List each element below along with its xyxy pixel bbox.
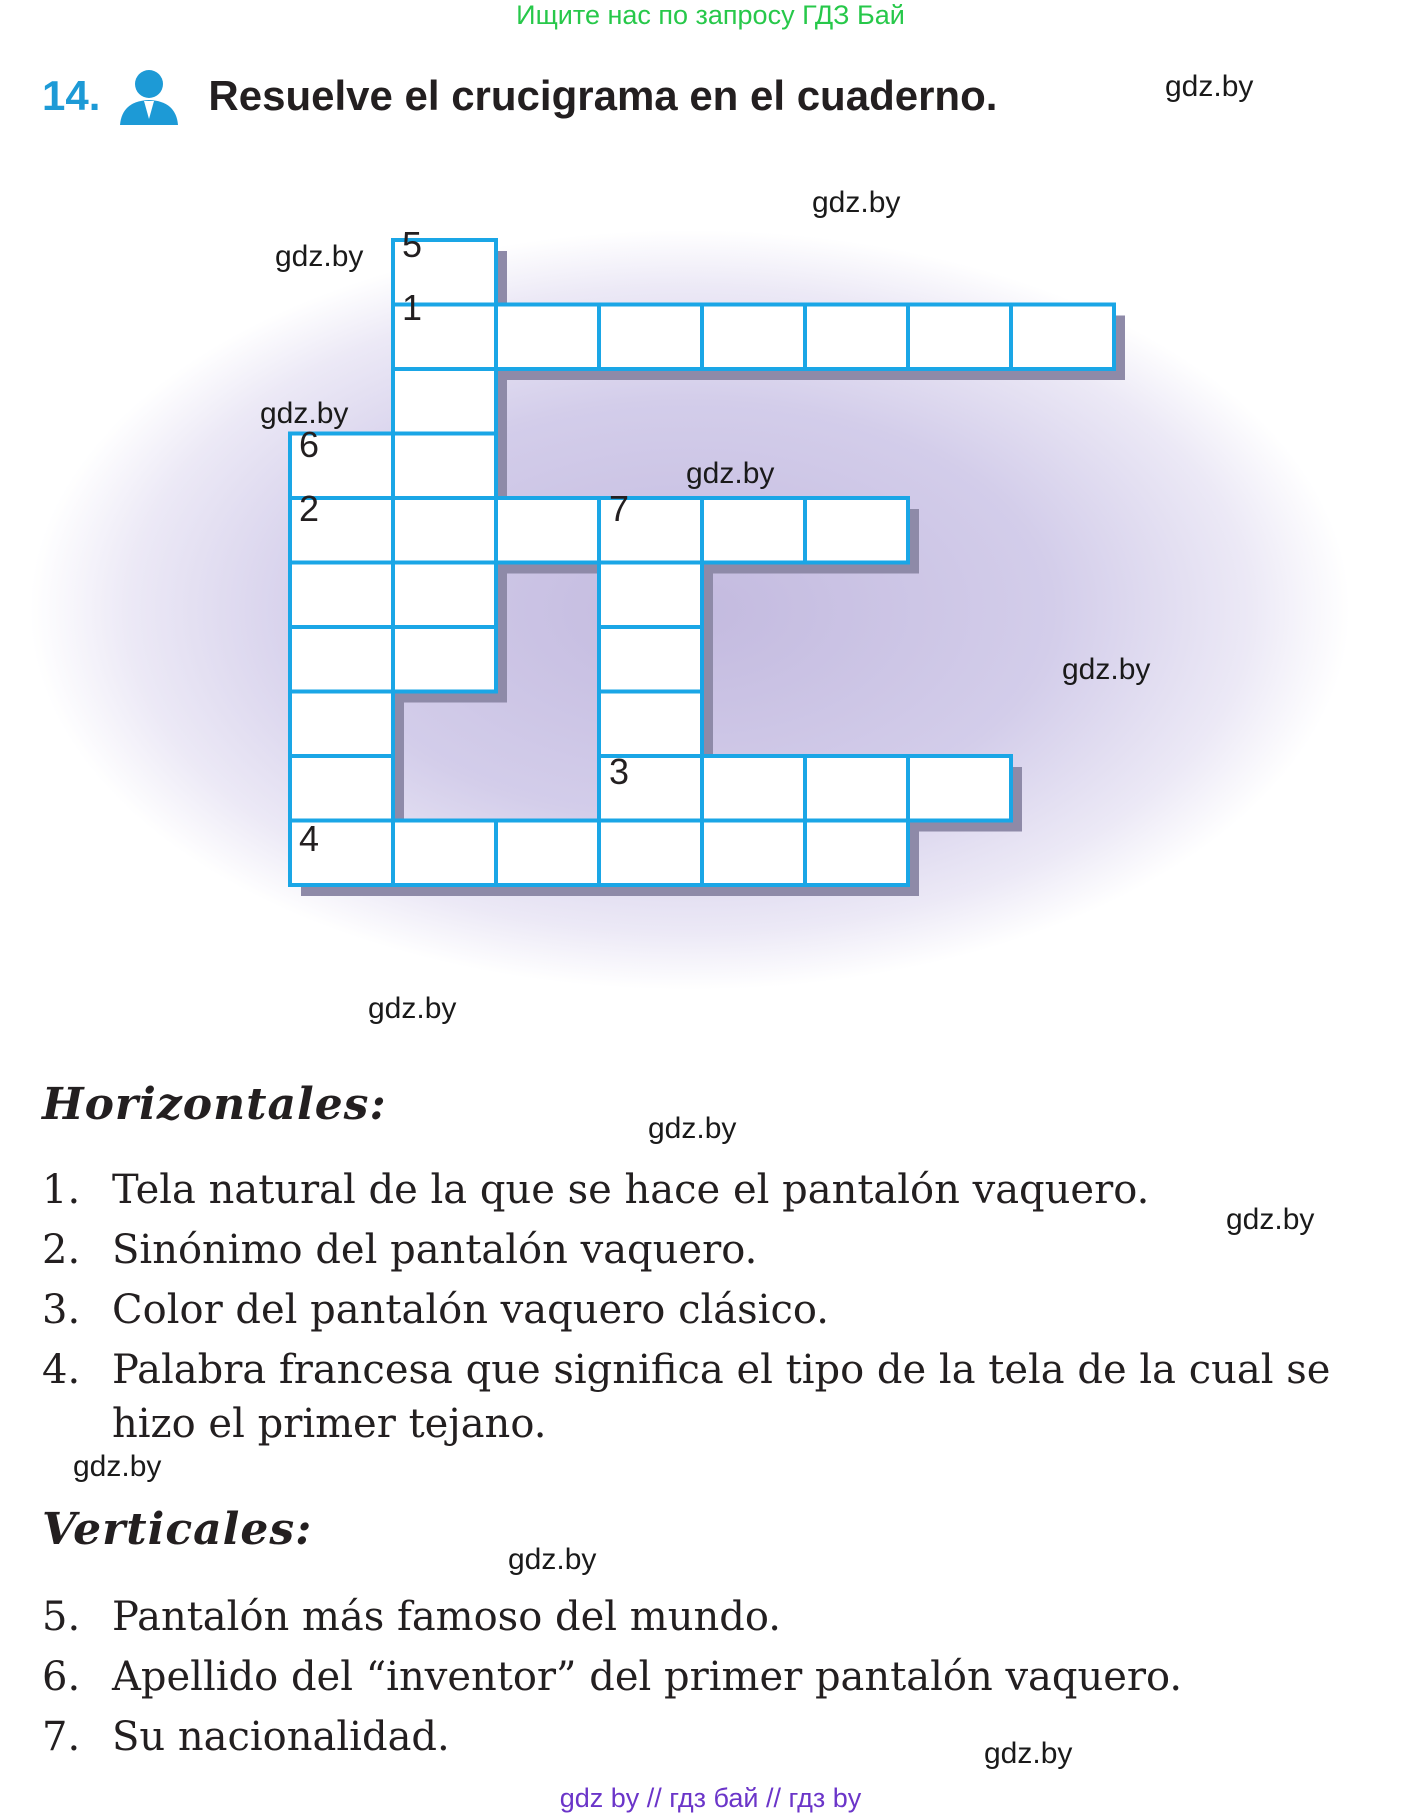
crossword-cell — [702, 821, 805, 886]
clue-horizontal-2 — [42, 1223, 1392, 1277]
exercise-header — [42, 56, 997, 136]
exercise-number: 14. — [42, 72, 101, 119]
crossword-cell — [393, 369, 496, 434]
clue-number: 3. — [42, 1287, 81, 1333]
crossword-cell — [496, 821, 599, 886]
crossword-cell — [908, 305, 1011, 370]
crossword-cell — [805, 821, 908, 886]
clue-vertical-6 — [42, 1650, 1392, 1704]
crossword-cell — [599, 821, 702, 886]
clue-vertical-5 — [42, 1590, 1392, 1644]
clue-horizontal-3 — [42, 1283, 1392, 1337]
crossword-cell — [908, 756, 1011, 821]
exercise-title: Resuelve el crucigrama en el cuaderno. — [208, 72, 998, 119]
cell-number-2: 2 — [299, 488, 320, 529]
crossword-cell — [805, 498, 908, 563]
crossword-cell — [496, 305, 599, 370]
crossword-cell — [290, 756, 393, 821]
person-icon — [118, 67, 180, 125]
crossword-cell — [290, 627, 393, 692]
clue-text: Su nacionalidad. — [112, 1714, 450, 1760]
crossword-cell — [496, 498, 599, 563]
clue-number: 4. — [42, 1347, 81, 1393]
cell-number-6: 6 — [299, 424, 320, 465]
clue-number: 5. — [42, 1594, 81, 1640]
clue-text: Palabra francesa que significa el tipo de la tela de la cual se hizo el primer tejano. — [112, 1347, 1331, 1447]
crossword-cell — [599, 692, 702, 757]
clue-number: 7. — [42, 1714, 81, 1760]
watermark: gdz.by — [984, 1737, 1073, 1770]
crossword-cell — [702, 756, 805, 821]
watermark: gdz.by — [368, 992, 457, 1025]
crossword-cell — [393, 434, 496, 499]
crossword-cell — [393, 498, 496, 563]
top-banner: Ищите нас по запросу ГДЗ Бай — [516, 0, 905, 30]
crossword-cell — [1011, 305, 1114, 370]
clue-text: Apellido del “inventor” del primer pantalón vaquero. — [112, 1654, 1183, 1700]
crossword-cell — [393, 821, 496, 886]
crossword-cell — [290, 692, 393, 757]
cell-number-7: 7 — [609, 488, 630, 529]
clue-text: Sinónimo del pantalón vaquero. — [112, 1227, 758, 1273]
watermark: gdz.by — [260, 397, 349, 430]
crossword-cell — [805, 305, 908, 370]
cell-number-5: 5 — [402, 224, 423, 265]
crossword-puzzle — [30, 170, 1380, 1010]
crossword-cell — [290, 563, 393, 628]
verticales-title: Verticales: — [42, 1504, 313, 1555]
clue-number: 1. — [42, 1167, 81, 1213]
watermark: gdz.by — [686, 457, 775, 490]
crossword-cell — [599, 563, 702, 628]
watermark: gdz.by — [1226, 1203, 1315, 1236]
watermark: gdz.by — [73, 1450, 162, 1483]
crossword-cell — [702, 305, 805, 370]
crossword-cell — [393, 563, 496, 628]
clue-vertical-7 — [42, 1710, 1392, 1764]
clue-horizontal-1 — [42, 1163, 1392, 1217]
clue-text: Tela natural de la que se hace el pantalón vaquero. — [112, 1167, 1150, 1213]
watermark: gdz.by — [275, 240, 364, 273]
clue-number: 2. — [42, 1227, 81, 1273]
watermark: gdz.by — [1062, 653, 1151, 686]
clue-text: Pantalón más famoso del mundo. — [112, 1594, 781, 1640]
cell-number-3: 3 — [609, 751, 630, 792]
watermark: gdz.by — [812, 186, 901, 219]
cell-number-1: 1 — [402, 287, 423, 328]
cell-number-4: 4 — [299, 818, 320, 859]
watermark: gdz.by — [1165, 70, 1254, 103]
clue-text: Color del pantalón vaquero clásico. — [112, 1287, 829, 1333]
crossword-cell — [599, 305, 702, 370]
footer-links: gdz by // гдз бай // гдз by — [559, 1783, 862, 1813]
crossword-cell — [393, 627, 496, 692]
crossword-cell — [702, 498, 805, 563]
watermark: gdz.by — [648, 1112, 737, 1145]
clue-number: 6. — [42, 1654, 81, 1700]
clue-horizontal-4 — [42, 1343, 1392, 1451]
crossword-cell — [599, 627, 702, 692]
watermark: gdz.by — [508, 1543, 597, 1576]
crossword-cell — [805, 756, 908, 821]
horizontales-title: Horizontales: — [42, 1079, 387, 1130]
